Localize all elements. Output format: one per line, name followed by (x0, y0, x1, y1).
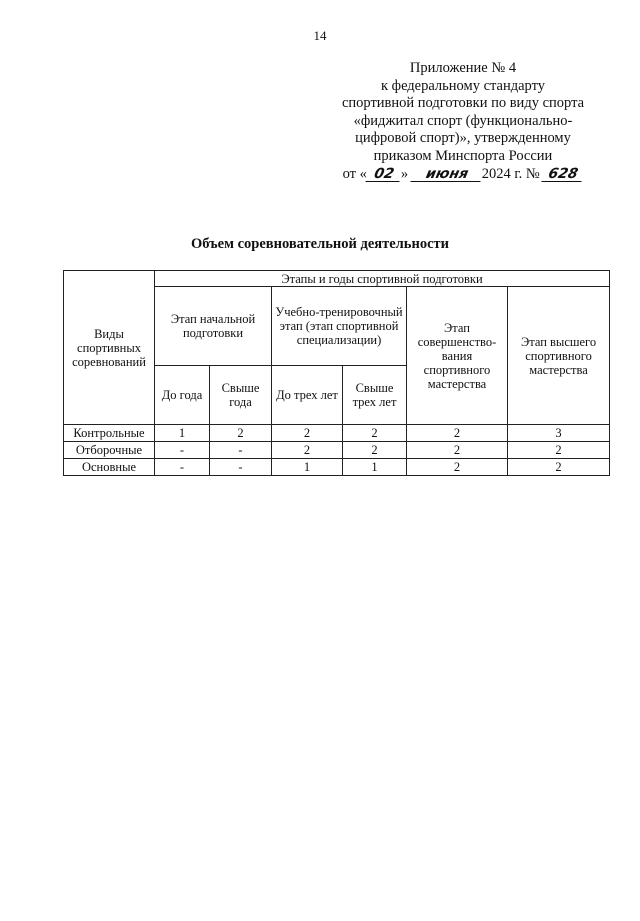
order-date-line (318, 166, 608, 184)
table-row (64, 459, 610, 476)
subheader-initial-2: Свыше года (210, 366, 272, 425)
stage-improvement-header: Этап совершенство-вания спортивного мастерства (407, 287, 508, 425)
table-cell: 2 (407, 425, 508, 442)
table-cell: 1 (155, 425, 210, 442)
row-label: Основные (64, 459, 155, 476)
table-cell: 2 (343, 442, 407, 459)
stage-training-header: Учебно-тренировочный этап (этап спортивной специализации) (272, 287, 407, 366)
group-header: Этапы и годы спортивной подготовки (155, 271, 610, 287)
appendix-line: приказом Минспорта России (373, 147, 553, 164)
subheader-initial-1: До года (155, 366, 210, 425)
table-cell: 2 (210, 425, 272, 442)
page-number: 14 (313, 28, 327, 43)
table-cell: - (210, 459, 272, 476)
order-year: 2024 г. № (481, 165, 540, 182)
table-cell: 2 (407, 442, 508, 459)
table-cell: 1 (272, 459, 343, 476)
table-cell: - (155, 459, 210, 476)
subheader-training-1: До трех лет (272, 366, 343, 425)
corner-header: Виды спортивных соревнований (64, 271, 155, 425)
appendix-line: Приложение № 4 (409, 60, 517, 76)
row-label: Отборочные (64, 442, 155, 459)
table-cell: 2 (272, 425, 343, 442)
table-cell: 3 (508, 425, 610, 442)
table-cell: - (210, 442, 272, 459)
table-cell: - (155, 442, 210, 459)
table-cell: 2 (272, 442, 343, 459)
handwritten-day: 02 (365, 167, 402, 182)
appendix-block (318, 60, 608, 183)
document-title: Объем соревновательной деятельности (191, 236, 449, 252)
appendix-line: к федеральному стандарту (381, 77, 545, 94)
table-cell: 1 (343, 459, 407, 476)
competition-volume-table (63, 270, 610, 476)
table-row (64, 442, 610, 459)
stage-higher-header: Этап высшего спортивного мастерства (508, 287, 610, 425)
subheader-training-2: Свыше трех лет (343, 366, 407, 425)
handwritten-month: июня (410, 167, 483, 182)
appendix-line: спортивной подготовки по виду спорта (341, 95, 585, 112)
header-row (64, 271, 610, 287)
handwritten-order-number: 628 (542, 167, 585, 182)
appendix-line: цифровой спорт)», утвержденному (355, 130, 571, 147)
order-prefix: от « (342, 165, 367, 182)
stage-initial-header: Этап начальной подготовки (155, 287, 272, 366)
table-cell: 2 (343, 425, 407, 442)
order-mid: » (400, 165, 409, 182)
table-cell: 2 (508, 442, 610, 459)
table-cell: 2 (407, 459, 508, 476)
row-label: Контрольные (64, 425, 155, 442)
table-row (64, 425, 610, 442)
appendix-line: «фиджитал спорт (функционально- (353, 112, 573, 129)
table-cell: 2 (508, 459, 610, 476)
